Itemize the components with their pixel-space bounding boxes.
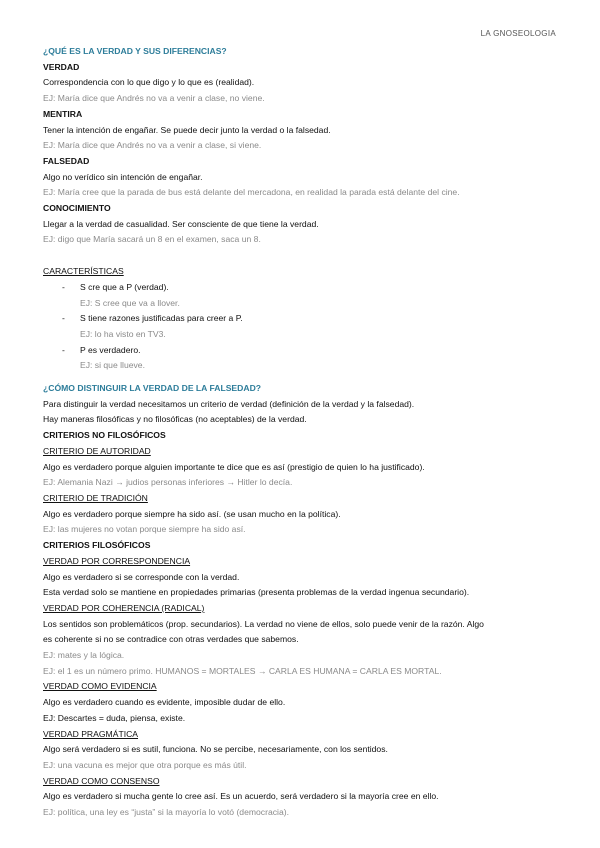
spacer — [43, 374, 558, 381]
bullet-item — [43, 343, 558, 359]
bullet-dash: - — [62, 313, 65, 324]
document-body — [43, 44, 558, 821]
heading-criterios-filosoficos: CRITERIOS FILOSÓFICOS — [43, 540, 151, 551]
example-falsedad: EJ: María cree que la parada de bus está delante del mercadona, en realidad la parada está delante del cine. — [43, 187, 460, 198]
page-header: LA GNOSEOLOGIA — [480, 29, 556, 38]
definition-consenso: Algo es verdadero si mucha gente lo cree así. Es un acuerdo, será verdadero si la mayoría cree en ello. — [43, 791, 439, 802]
subheading-coherencia: VERDAD POR COHERENCIA (RADICAL) — [43, 602, 205, 613]
bullet-text: S tiene razones justificadas para creer a P. — [80, 313, 243, 324]
bullet-item — [43, 280, 558, 296]
example-coherencia: EJ: mates y la lógica. — [43, 650, 125, 661]
intro-line: Hay maneras filosóficas y no filosóficas (no aceptables) de la verdad. — [43, 414, 307, 425]
subheading-autoridad: CRITERIO DE AUTORIDAD — [43, 445, 151, 456]
bullet-dash: - — [62, 281, 65, 292]
bullet-text: S cre que a P (verdad). — [80, 281, 169, 292]
spacer — [43, 248, 558, 264]
heading-criterios-no-filosoficos: CRITERIOS NO FILOSÓFICOS — [43, 430, 166, 441]
term-verdad: VERDAD — [43, 61, 80, 72]
section-title-caracteristicas: CARACTERÍSTICAS — [43, 266, 124, 277]
example-mentira: EJ: María dice que Andrés no va a venir a clase, si viene. — [43, 140, 262, 151]
example-evidencia: EJ: Descartes = duda, piensa, existe. — [43, 712, 186, 723]
example-coherencia-2: EJ: el 1 es un número primo. HUMANOS = MORTALES → CARLA ES HUMANA = CARLA ES MORTAL. — [43, 665, 442, 676]
subheading-tradicion: CRITERIO DE TRADICIÓN — [43, 492, 148, 503]
subheading-correspondencia: VERDAD POR CORRESPONDENCIA — [43, 555, 191, 566]
term-falsedad: FALSEDAD — [43, 155, 90, 166]
bullet-example: EJ: S cree que va a llover. — [80, 297, 180, 308]
example-verdad: EJ: María dice que Andrés no va a venir a clase, no viene. — [43, 93, 265, 104]
example-tradicion: EJ: las mujeres no votan porque siempre ha sido así. — [43, 524, 246, 535]
definition-coherencia: Los sentidos son problemáticos (prop. secundarios). La verdad no viene de ellos, solo puede venir de la razón. Algo — [43, 618, 484, 629]
intro-line: Para distinguir la verdad necesitamos un criterio de verdad (definición de la verdad y la falsedad). — [43, 398, 415, 409]
example-autoridad: EJ: Alemania Nazi → judios personas inferiores → Hitler lo decía. — [43, 477, 293, 488]
definition-correspondencia-2: Esta verdad solo se mantiene en propiedades primarias (presenta problemas de la verdad ingenua secundario). — [43, 587, 470, 598]
example-consenso: EJ: política, una ley es “justa” si la mayoría lo votó (democracia). — [43, 807, 289, 818]
subheading-consenso: VERDAD COMO CONSENSO — [43, 775, 160, 786]
subheading-pragmatica: VERDAD PRAGMÁTICA — [43, 728, 139, 739]
bullet-example: EJ: si que llueve. — [80, 360, 145, 371]
subheading-evidencia: VERDAD COMO EVIDENCIA — [43, 681, 157, 692]
definition-conocimiento: Llegar a la verdad de casualidad. Ser consciente de que tiene la verdad. — [43, 218, 319, 229]
term-mentira: MENTIRA — [43, 108, 83, 119]
definition-verdad: Correspondencia con lo que digo y lo que es (realidad). — [43, 77, 255, 88]
bullet-item — [43, 311, 558, 327]
example-conocimiento: EJ: digo que María sacará un 8 en el examen, saca un 8. — [43, 234, 261, 245]
example-pragmatica: EJ: una vacuna es mejor que otra porque es más útil. — [43, 759, 247, 770]
definition-evidencia: Algo es verdadero cuando es evidente, imposible dudar de ello. — [43, 697, 286, 708]
section-title-verdad: ¿QUÉ ES LA VERDAD Y SUS DIFERENCIAS? — [43, 46, 227, 56]
definition-mentira: Tener la intención de engañar. Se puede decir junto la verdad o la falsedad. — [43, 124, 331, 135]
bullet-example: EJ: lo ha visto en TV3. — [80, 328, 166, 339]
section-title-distinguir: ¿CÓMO DISTINGUIR LA VERDAD DE LA FALSEDAD? — [43, 383, 262, 394]
term-conocimiento: CONOCIMIENTO — [43, 203, 111, 214]
definition-falsedad: Algo no verídico sin intención de engañar. — [43, 171, 203, 182]
definition-pragmatica: Algo será verdadero si es sutil, funciona. No se percibe, necesariamente, con los sentidos. — [43, 744, 388, 755]
definition-tradicion: Algo es verdadero porque siempre ha sido así. (se usan mucho en la política). — [43, 508, 341, 519]
definition-correspondencia: Algo es verdadero si se corresponde con la verdad. — [43, 571, 240, 582]
bullet-text: P es verdadero. — [80, 344, 141, 355]
bullet-dash: - — [62, 344, 65, 355]
definition-coherencia-2: es coherente si no se contradice con otras verdades que sabemos. — [43, 634, 299, 645]
definition-autoridad: Algo es verdadero porque alguien importante te dice que es así (prestigio de quien lo ha justificado). — [43, 461, 425, 472]
